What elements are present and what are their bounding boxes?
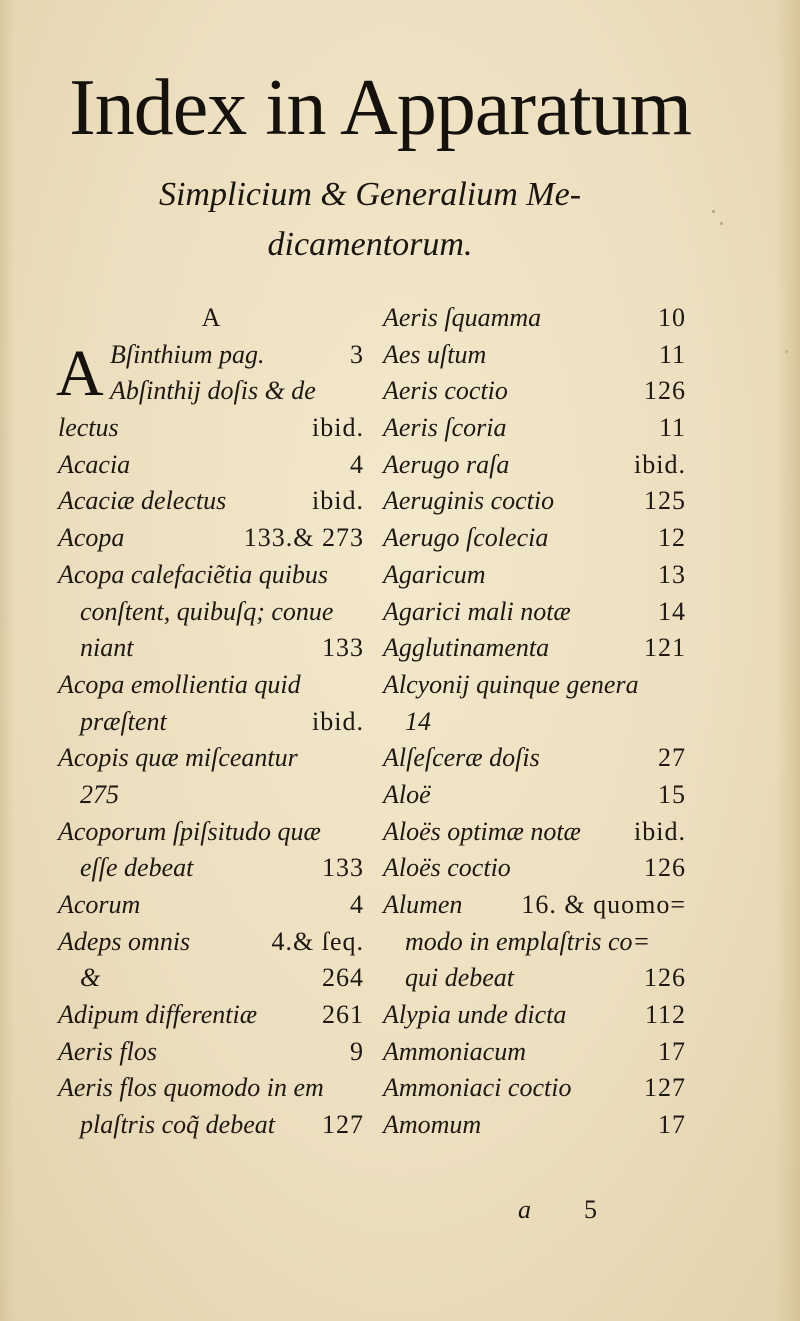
index-entry <box>383 1070 686 1107</box>
entry-page-ref: ibid. <box>312 413 364 443</box>
entry-term: Aeris flos <box>58 1036 157 1066</box>
subtitle-line: Simplicium & Generalium Me- <box>158 176 582 213</box>
entry-page-ref: 126 <box>644 376 686 406</box>
drop-cap-letter: A <box>56 336 104 410</box>
entry-term: Acorum <box>58 890 141 919</box>
index-entry <box>58 667 364 704</box>
index-entry <box>383 704 686 741</box>
entry-term: Agarici mali notæ <box>383 596 571 626</box>
index-entry <box>383 594 686 631</box>
entry-term: conſtent, quibuſq; conue <box>80 596 334 626</box>
entry-page-ref: ibid. <box>312 706 364 736</box>
index-entry <box>383 887 686 924</box>
index-entry <box>58 1070 364 1107</box>
index-entry <box>383 960 686 997</box>
entry-page-ref: 10 <box>658 303 686 332</box>
page-subtitle <box>120 170 620 270</box>
entry-page-ref: 11 <box>658 413 686 443</box>
entry-term: Aerugo ſcolecia <box>383 523 549 553</box>
entry-term: Alypia unde dicta <box>383 1000 567 1030</box>
entry-page-ref: 4 <box>350 890 364 919</box>
entry-term: lectus <box>58 413 119 443</box>
entry-term: Acopa calefaciẽtia quibus <box>58 559 329 589</box>
index-entry <box>383 997 686 1034</box>
index-entry <box>58 594 364 631</box>
entry-term: Adipum differentiæ <box>58 1000 258 1030</box>
entry-term: Alſeſceræ doſis <box>383 743 540 773</box>
entry-term: Abſinthij doſis & de <box>110 376 316 406</box>
entry-term: 14 <box>405 706 431 736</box>
entry-page-ref: 126 <box>644 963 686 993</box>
entry-term: Amomum <box>383 1110 482 1140</box>
entry-term: Acacia <box>58 449 131 479</box>
index-entry <box>58 850 364 887</box>
index-entry <box>383 1107 686 1144</box>
paper-speck <box>785 350 788 353</box>
entry-page-ref: 27 <box>658 743 686 773</box>
entry-page-ref: 133 <box>322 853 364 883</box>
index-entry <box>383 850 686 887</box>
entry-term: Ammoniacum <box>383 1036 526 1066</box>
entry-page-ref: 133 <box>322 633 364 663</box>
index-entry <box>383 520 686 557</box>
index-entry <box>58 887 364 924</box>
entry-term: Aloës optimæ notæ <box>383 816 581 846</box>
entry-term: præſtent <box>80 706 167 736</box>
index-entry <box>58 557 364 594</box>
index-entry <box>58 960 364 997</box>
entry-page-ref: 4.& ſeq. <box>271 926 364 956</box>
entry-term: Acopa <box>58 523 125 553</box>
index-entry <box>383 924 686 961</box>
index-column-left <box>58 300 364 1144</box>
index-entry <box>383 630 686 667</box>
entry-page-ref: 261 <box>322 1000 364 1030</box>
entry-term: Acopa emollientia quid <box>58 669 301 699</box>
entry-page-ref: 4 <box>350 449 364 479</box>
entry-term: Agaricum <box>383 559 486 589</box>
index-entry <box>383 777 686 814</box>
entry-term: Aeris flos quomodo in em <box>58 1073 324 1103</box>
entry-term: Alumen <box>383 890 463 919</box>
entry-page-ref: 112 <box>644 1000 686 1030</box>
entry-page-ref: 3 <box>350 339 364 369</box>
index-entry <box>383 447 686 484</box>
entry-term: Aeris coctio <box>383 376 508 406</box>
index-entry <box>58 373 364 410</box>
entry-page-ref: 14 <box>658 596 686 626</box>
entry-term: Agglutinamenta <box>383 633 550 663</box>
entry-term: modo in emplaſtris co= <box>405 926 651 956</box>
index-entry <box>58 924 364 961</box>
signature-mark: a <box>518 1195 531 1224</box>
entry-term: Aeris ſcoria <box>383 413 507 443</box>
entry-term: Acoporum ſpiſsitudo quæ <box>58 816 321 846</box>
index-entry <box>58 483 364 520</box>
index-entry <box>58 520 364 557</box>
entry-page-ref: ibid. <box>634 816 686 846</box>
subtitle-line: dicamentorum. <box>267 226 473 263</box>
entry-term: Aloës coctio <box>383 853 511 883</box>
index-entry <box>383 1034 686 1071</box>
entry-term: eſſe debeat <box>80 853 194 883</box>
entry-page-ref: 15 <box>658 779 686 809</box>
index-entry <box>58 777 364 814</box>
index-entry <box>383 814 686 851</box>
entry-term: Aeris ſquamma <box>383 303 542 332</box>
entry-term: Ammoniaci coctio <box>383 1073 572 1103</box>
entry-page-ref: 121 <box>644 633 686 663</box>
entry-term: Aeruginis coctio <box>383 486 555 516</box>
entry-page-ref: ibid. <box>634 449 686 479</box>
entry-page-ref: 127 <box>644 1073 686 1103</box>
index-entry <box>383 337 686 374</box>
entry-term: Adeps omnis <box>58 926 191 956</box>
page-footer <box>500 1195 620 1235</box>
index-entry <box>383 373 686 410</box>
index-entry <box>383 667 686 704</box>
index-entry <box>58 997 364 1034</box>
entry-page-ref: 264 <box>322 963 364 993</box>
index-entry <box>383 300 686 337</box>
entry-page-ref: 133.& 273 <box>243 523 364 553</box>
entry-page-ref: 17 <box>658 1036 686 1066</box>
paper-speck <box>712 210 715 213</box>
index-column-right <box>383 300 686 1144</box>
entry-page-ref: 127 <box>322 1110 364 1140</box>
index-entry <box>58 814 364 851</box>
entry-page-ref: 125 <box>644 486 686 516</box>
index-entry <box>58 447 364 484</box>
entry-term: & <box>80 963 101 993</box>
entry-page-ref: 11 <box>658 339 686 369</box>
index-entry <box>58 1107 364 1144</box>
entry-term: qui debeat <box>405 963 515 993</box>
entry-term: Acopis quæ miſceantur <box>58 743 298 773</box>
entry-term: plaſtris coq̃ debeat <box>80 1110 275 1140</box>
entry-term: Aerugo raſa <box>383 449 510 479</box>
entry-page-ref: 13 <box>658 559 686 589</box>
index-entry <box>383 740 686 777</box>
entry-term: niant <box>80 633 134 663</box>
index-entry <box>58 300 364 337</box>
entry-term: 275 <box>80 779 119 809</box>
page-number: 5 <box>584 1195 597 1224</box>
entry-term: A <box>201 303 221 332</box>
entry-page-ref: 17 <box>658 1110 686 1140</box>
index-entry <box>383 410 686 447</box>
index-entry <box>383 557 686 594</box>
index-entry <box>383 483 686 520</box>
page-title: Index in Apparatum <box>69 64 691 152</box>
entry-term: Alcyonij quinque genera <box>383 669 639 699</box>
entry-page-ref: 16. & quomo= <box>521 890 686 919</box>
entry-term: Aloë <box>383 779 431 809</box>
entry-term: Aes uſtum <box>383 339 487 369</box>
entry-page-ref: 12 <box>658 523 686 553</box>
entry-page-ref: 9 <box>350 1036 364 1066</box>
entry-term: Bſinthium pag. <box>110 339 265 369</box>
index-entry <box>58 740 364 777</box>
index-entry <box>58 1034 364 1071</box>
entry-term: Acaciæ delectus <box>58 486 227 516</box>
index-entry <box>58 704 364 741</box>
entry-page-ref: ibid. <box>312 486 364 516</box>
paper-speck <box>720 222 723 225</box>
entry-page-ref: 126 <box>644 853 686 883</box>
index-entry <box>58 630 364 667</box>
index-entry <box>58 410 364 447</box>
